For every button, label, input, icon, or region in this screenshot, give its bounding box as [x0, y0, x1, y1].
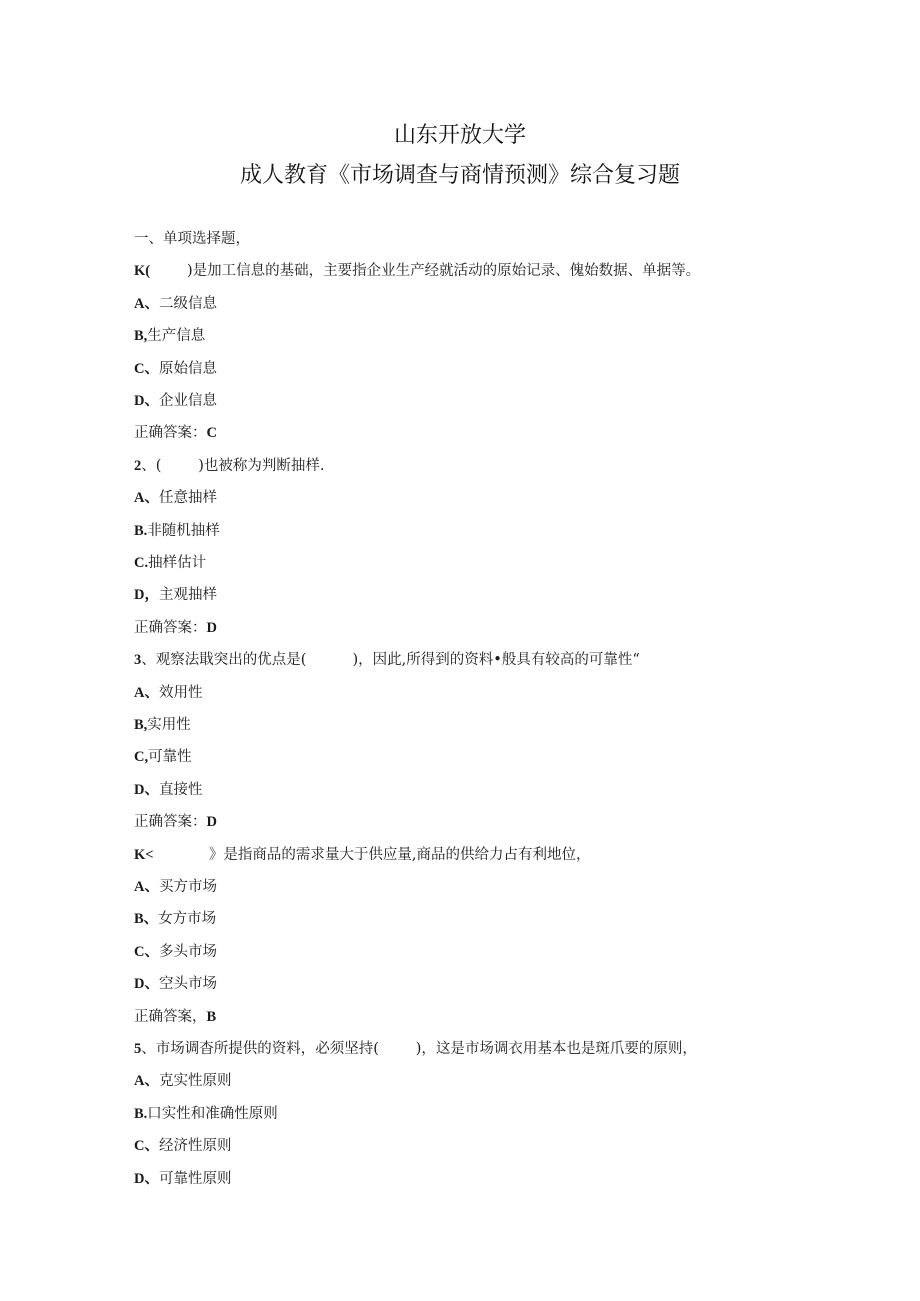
option-separator: ,: [143, 717, 148, 733]
option-letter: C: [134, 360, 145, 377]
question-number: 2: [134, 457, 142, 474]
option-separator: 、: [144, 1170, 159, 1187]
option-text: 抽样估计: [148, 555, 207, 571]
option-text: 可靠性原则: [158, 1170, 232, 1187]
option-item: [134, 780, 202, 800]
option-item: [134, 877, 217, 897]
question-text: 》是指商品的需求量大于供应量,商品的供给力占有利地位，: [153, 846, 591, 863]
option-letter: A: [134, 295, 145, 312]
option-separator: .: [143, 522, 148, 539]
option-letter: B: [134, 717, 144, 733]
answer-value: D: [206, 619, 217, 636]
option-text: 可靠性: [148, 749, 192, 766]
option-separator: 、: [144, 393, 159, 409]
question-number: 5: [134, 1041, 142, 1057]
option-letter: B: [134, 1105, 144, 1122]
option-letter: A: [134, 684, 145, 701]
option-letter: D: [134, 781, 145, 798]
option-text: 直接性: [158, 781, 203, 798]
answer-line: [134, 812, 217, 832]
option-text: 克实性原则: [158, 1073, 232, 1090]
option-separator: 、: [144, 1073, 159, 1090]
option-separator: .: [144, 555, 149, 571]
option-item: [134, 488, 217, 508]
question-text: 、市场调杳所提供的资料，必须坚持( )，这是市场调衣用基本也是斑爪要的原则，: [141, 1041, 697, 1057]
option-letter: C: [134, 943, 145, 960]
option-item: [134, 974, 217, 994]
option-text: 买方市场: [158, 879, 217, 895]
option-item: [134, 294, 217, 314]
option-text: 生产信息: [147, 328, 206, 345]
option-separator: 、: [144, 976, 159, 993]
option-item: [134, 326, 205, 346]
option-item: [134, 1071, 231, 1091]
option-letter: C: [134, 1138, 145, 1155]
option-text: 效用性: [158, 684, 203, 701]
option-text: 实用性: [147, 717, 191, 733]
option-letter: B: [134, 911, 144, 928]
answer-line: [134, 618, 217, 638]
option-text: 非随机抽样: [147, 522, 220, 539]
option-separator: 、: [144, 879, 159, 895]
option-item: [134, 715, 191, 735]
option-item: [134, 1104, 278, 1124]
option-separator: ,: [143, 328, 148, 345]
option-separator: 、: [144, 781, 159, 798]
school-name: 山东开放大学: [393, 123, 526, 148]
option-separator: 、: [144, 490, 159, 507]
option-item: [134, 1169, 231, 1189]
option-text: 主观抽样: [158, 587, 217, 604]
question-stem: [134, 456, 325, 476]
option-letter: D: [134, 976, 145, 993]
answer-label: 正确答案，: [134, 1008, 207, 1025]
option-item: [134, 359, 217, 379]
option-text: 企业信息: [158, 393, 217, 409]
option-item: [134, 942, 217, 962]
question-number: 3: [134, 652, 142, 669]
option-item: [134, 391, 217, 411]
option-separator: ，: [144, 587, 159, 604]
option-separator: 、: [144, 943, 159, 960]
option-text: 原始信息: [158, 360, 217, 377]
option-letter: B: [134, 522, 144, 539]
answer-value: B: [206, 1008, 217, 1025]
option-item: [134, 909, 216, 929]
option-text: 女方市场: [158, 911, 217, 928]
option-text: 任意抽样: [158, 490, 217, 507]
option-letter: D: [134, 393, 145, 409]
section-title: 一、单项选择题，: [134, 231, 250, 247]
option-separator: 、: [144, 295, 159, 312]
option-letter: D: [134, 1170, 145, 1187]
option-item: [134, 553, 206, 573]
answer-line: [134, 423, 217, 443]
answer-value: C: [206, 425, 217, 442]
question-text: )是加工信息的基础，主要指企业生产经就活动的原始记录、傀始数据、单据等。: [150, 263, 701, 280]
option-separator: .: [143, 1105, 148, 1122]
option-item: [134, 585, 217, 605]
question-text: 、( )也被称为判断抽样.: [141, 457, 325, 474]
question-stem: [134, 650, 640, 670]
option-item: [134, 747, 192, 767]
answer-label: 正确答案：: [134, 814, 207, 831]
option-item: [134, 521, 220, 541]
question-number: K<: [134, 846, 154, 863]
option-separator: 、: [144, 360, 159, 377]
option-text: 二级信息: [158, 295, 217, 312]
option-separator: 、: [143, 911, 159, 928]
option-letter: B: [134, 328, 144, 345]
option-letter: A: [134, 1073, 145, 1090]
option-text: 口实性和准确性原则: [147, 1105, 278, 1122]
question-stem: [134, 845, 590, 865]
option-letter: A: [134, 879, 145, 895]
answer-label: 正确答案：: [134, 619, 207, 636]
answer-value: D: [206, 814, 217, 831]
option-letter: C: [134, 749, 145, 766]
option-separator: 、: [144, 684, 159, 701]
option-letter: C: [134, 555, 145, 571]
option-separator: ,: [144, 749, 149, 766]
option-separator: 、: [144, 1138, 159, 1155]
question-number: K(: [134, 263, 151, 280]
option-text: 经济性原则: [158, 1138, 232, 1155]
option-text: 多头市场: [158, 943, 217, 960]
answer-line: [134, 1007, 216, 1027]
question-text: 、观察法戢突出的优点是( )，因此,所得到的资料•般具有较高的可靠性“: [141, 652, 640, 669]
answer-label: 正确答案：: [134, 425, 207, 442]
option-text: 空头市场: [158, 976, 217, 993]
option-item: [134, 683, 202, 703]
option-letter: A: [134, 490, 145, 507]
section-heading: [134, 229, 250, 249]
question-stem: [134, 261, 700, 281]
question-stem: [134, 1039, 697, 1059]
option-letter: D: [134, 587, 145, 604]
option-item: [134, 1136, 231, 1156]
document-title: 成人教育《市场调查与商情预测》综合复习题: [239, 163, 680, 188]
